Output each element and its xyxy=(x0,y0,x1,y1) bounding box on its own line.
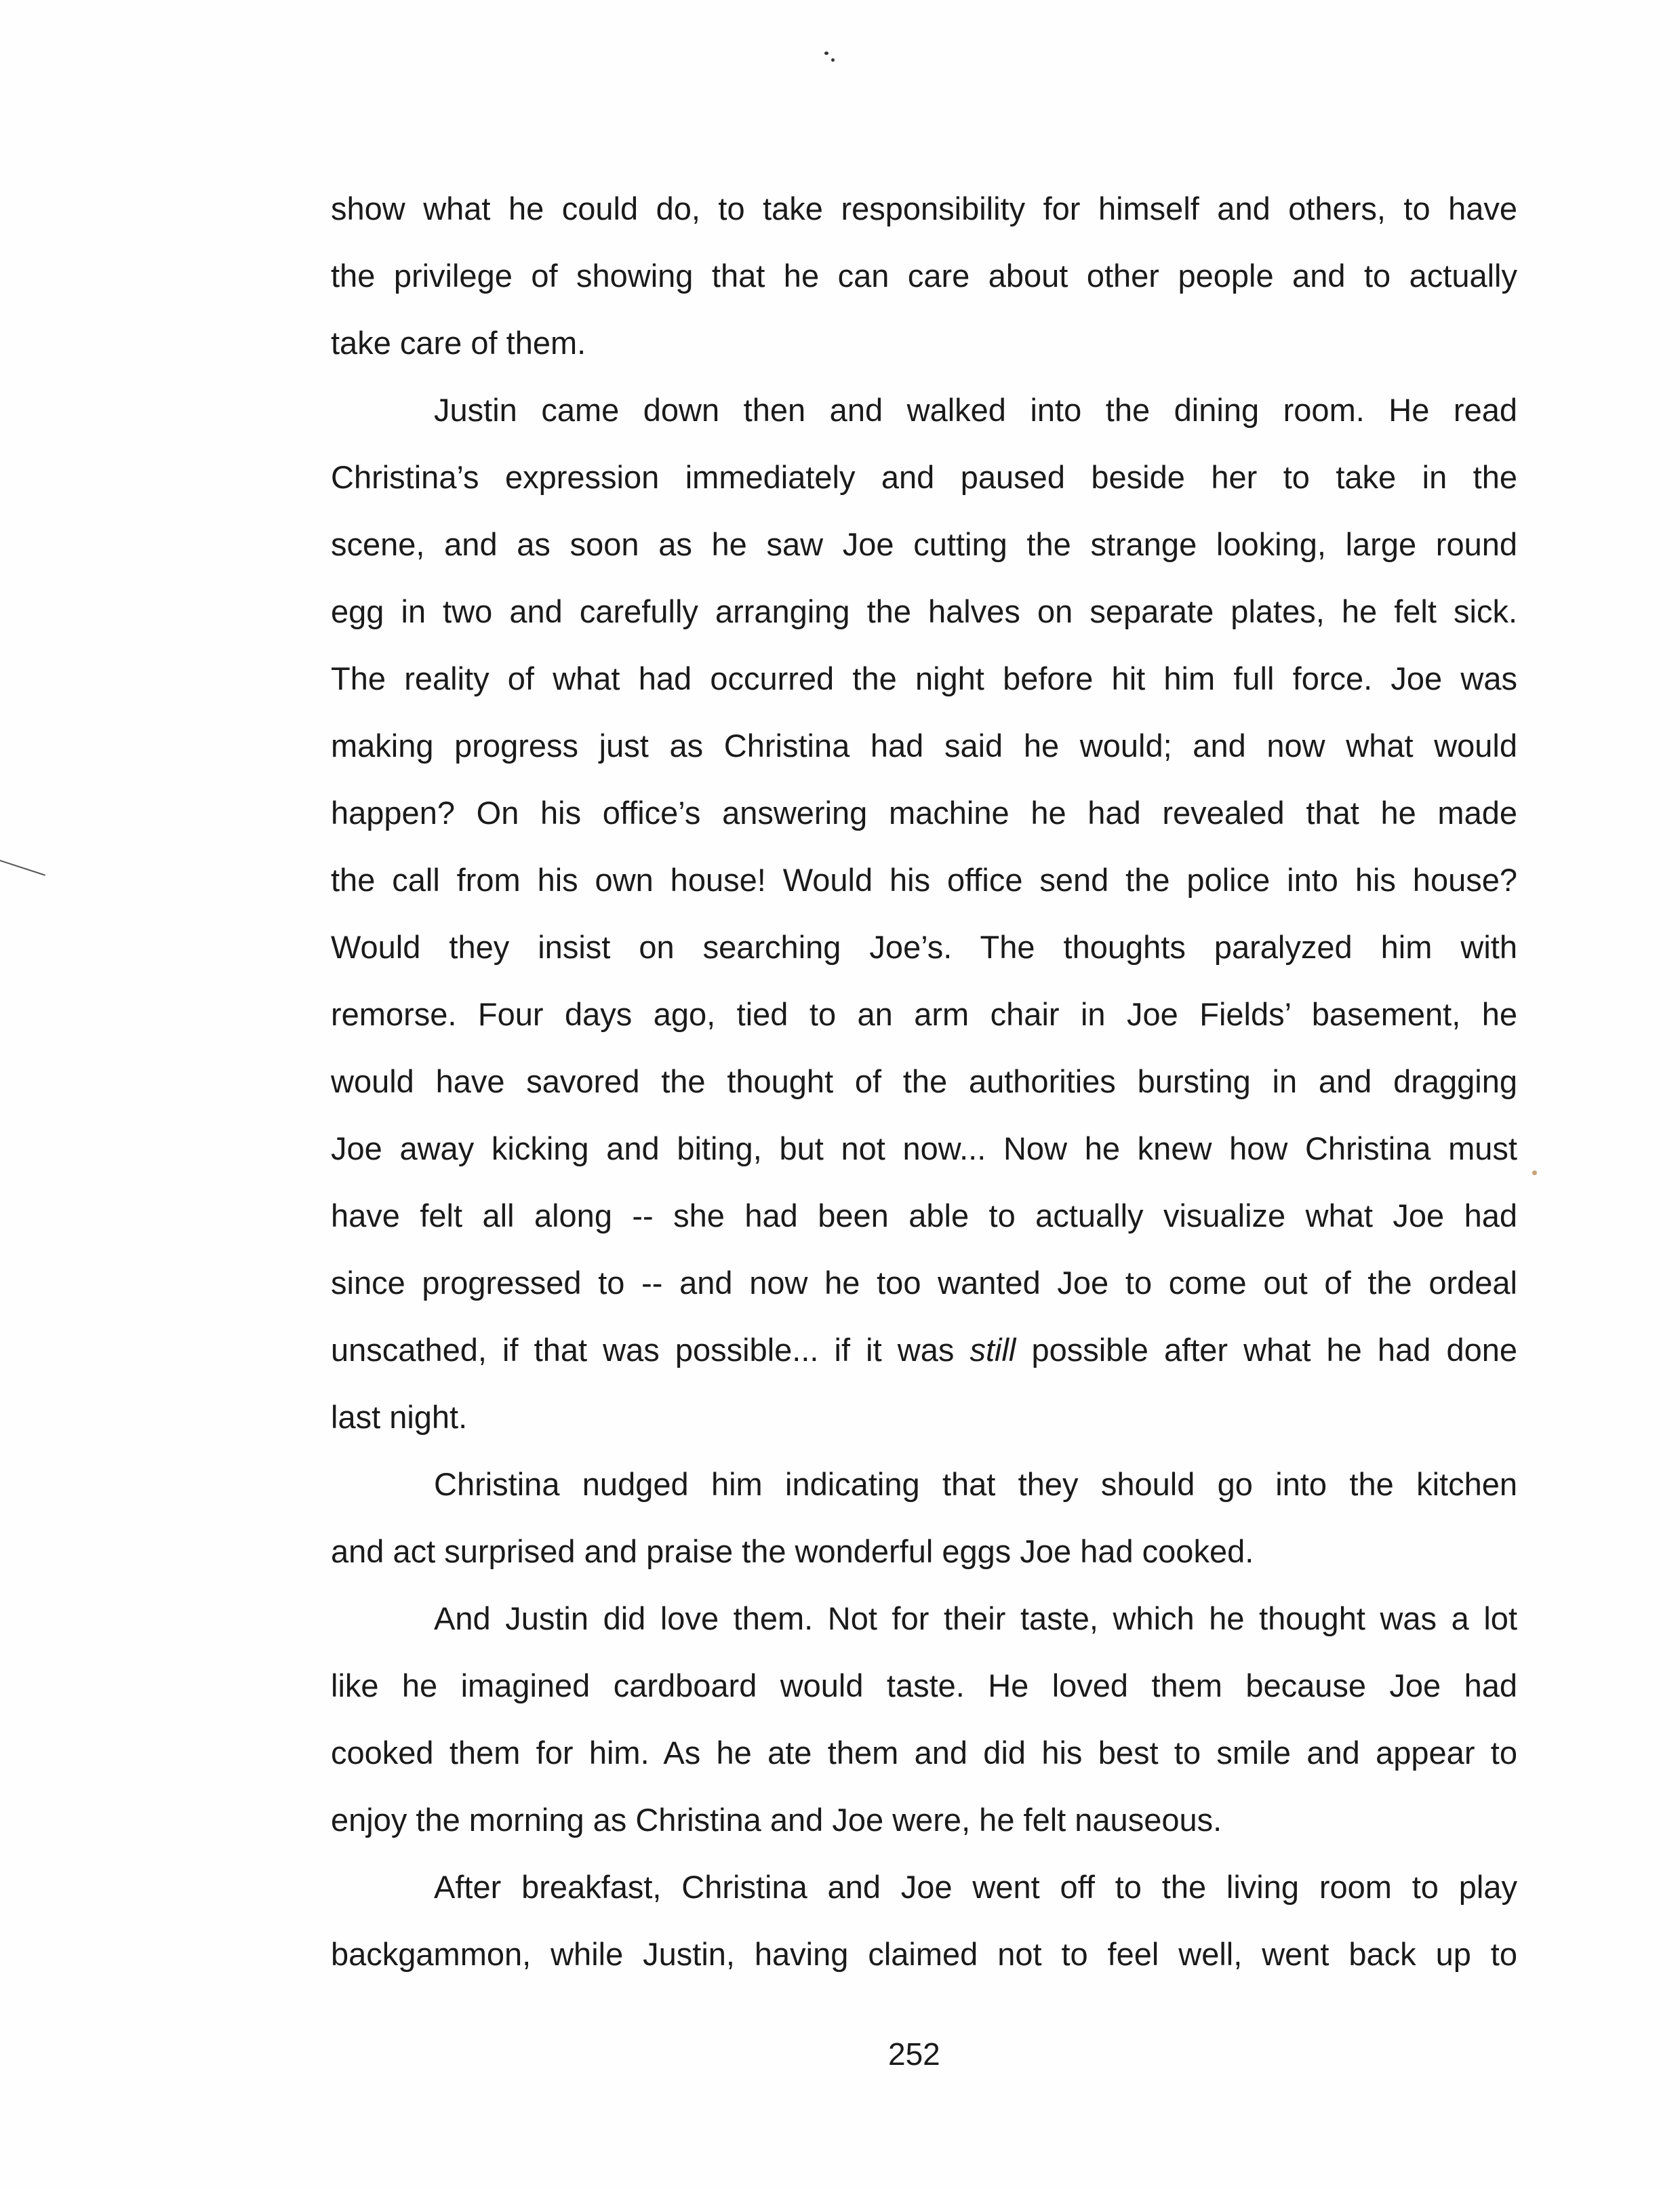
text-line: the privilege of showing that he can care about other people and to actually xyxy=(331,258,1517,294)
text-line: cooked them for him. As he ate them and did his best to smile and appear to xyxy=(331,1735,1517,1771)
text-line: happen? On his office’s answering machine he had revealed that he made xyxy=(331,795,1517,831)
text-line: enjoy the morning as Christina and Joe were, he felt nauseous. xyxy=(331,1802,1222,1838)
text-line: Joe away kicking and biting, but not now... Now he knew how Christina must xyxy=(331,1130,1517,1166)
text-line: the call from his own house! Would his office send the police into his house? xyxy=(331,862,1517,898)
text-line: backgammon, while Justin, having claimed not to feel well, went back up to xyxy=(331,1936,1517,1972)
scan-speck xyxy=(831,58,835,62)
text-line: remorse. Four days ago, tied to an arm chair in Joe Fields’ basement, he xyxy=(331,996,1517,1032)
scan-speck xyxy=(1532,1170,1537,1175)
text-line: Would they insist on searching Joe’s. The thoughts paralyzed him with xyxy=(331,929,1517,965)
paragraph-start: And Justin did love them. Not for their taste, which he thought was a lot xyxy=(434,1600,1517,1636)
text-line: have felt all along -- she had been able to actually visualize what Joe had xyxy=(331,1198,1517,1234)
text-line: would have savored the thought of the authorities bursting in and dragging xyxy=(331,1063,1517,1099)
paragraph-start: Justin came down then and walked into the dining room. He read xyxy=(434,392,1517,428)
text-line: like he imagined cardboard would taste. He loved them because Joe had xyxy=(331,1668,1517,1703)
text-line: last night. xyxy=(331,1399,468,1435)
text-run: unscathed, if that was possible... if it was xyxy=(331,1332,970,1368)
text-line: egg in two and carefully arranging the halves on separate plates, he felt sick. xyxy=(331,593,1517,629)
text-line: making progress just as Christina had said he would; and now what would xyxy=(331,728,1517,764)
text-line: scene, and as soon as he saw Joe cutting the strange looking, large round xyxy=(331,526,1517,562)
page-number: 252 xyxy=(888,2036,940,2072)
scan-speck xyxy=(824,52,828,55)
margin-mark xyxy=(0,860,45,876)
text-line: show what he could do, to take responsibility for himself and others, to have xyxy=(331,191,1517,226)
text-line: Christina’s expression immediately and paused beside her to take in the xyxy=(331,459,1517,495)
text-line: since progressed to -- and now he too wanted Joe to come out of the ordeal xyxy=(331,1265,1517,1301)
text-line xyxy=(331,1323,1517,1377)
text-line: The reality of what had occurred the night before hit him full force. Joe was xyxy=(331,660,1517,696)
text-run: possible after what he had done xyxy=(1016,1332,1517,1368)
text-line: and act surprised and praise the wonderful eggs Joe had cooked. xyxy=(331,1533,1254,1569)
paragraph-start: Christina nudged him indicating that they should go into the kitchen xyxy=(434,1466,1517,1502)
text-line: take care of them. xyxy=(331,325,586,361)
paragraph-start: After breakfast, Christina and Joe went off to the living room to play xyxy=(434,1869,1517,1905)
emphasis-text: still xyxy=(969,1332,1016,1368)
